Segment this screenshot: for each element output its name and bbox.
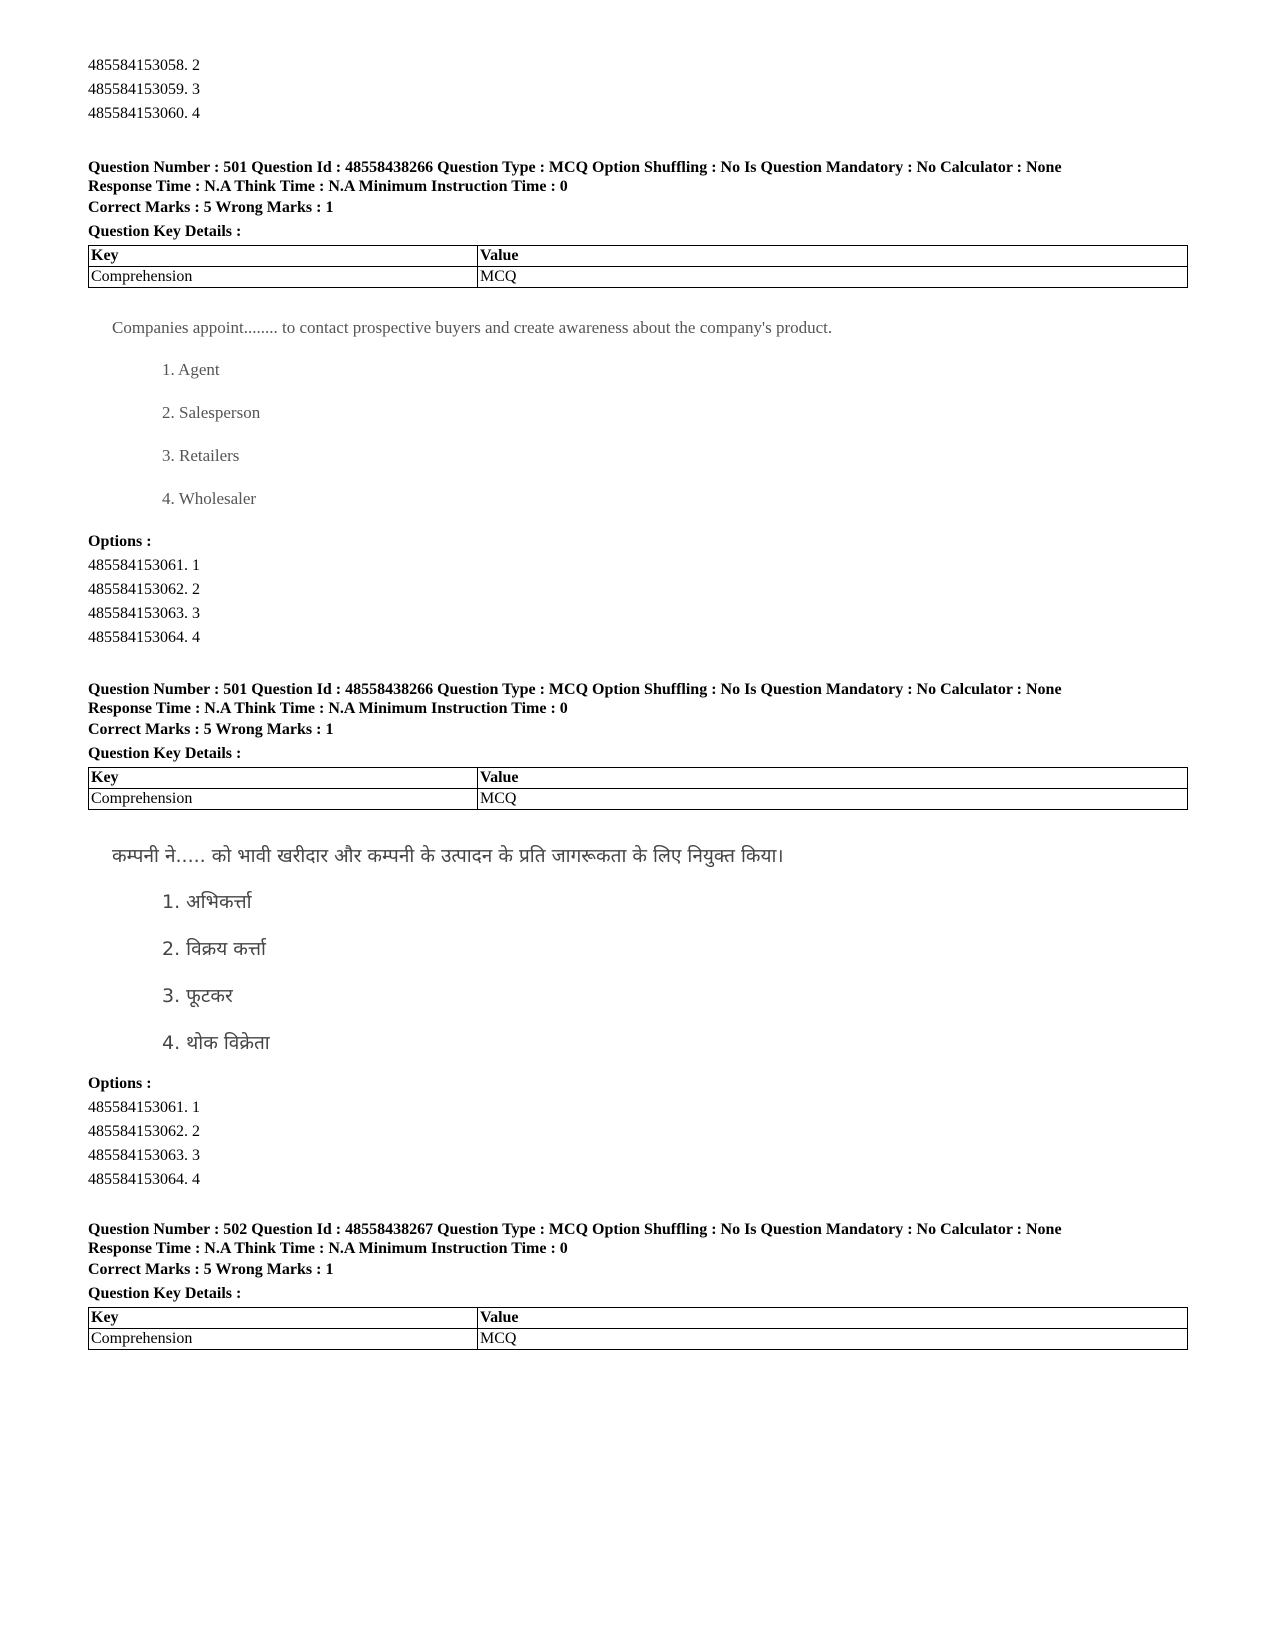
- choice-1: 1. अभिकर्त्ता: [162, 891, 252, 913]
- choice-3: 3. फूटकर: [162, 985, 233, 1007]
- option-line: 485584153064. 4: [88, 1171, 200, 1188]
- marks-line: Correct Marks : 5 Wrong Marks : 1: [88, 721, 334, 738]
- key-details-label: Question Key Details :: [88, 223, 242, 240]
- value-cell: MCQ: [478, 789, 1188, 810]
- question-image-en: [112, 318, 1012, 528]
- key-details-table: [88, 245, 1188, 288]
- choice-2: 2. Salesperson: [162, 403, 261, 422]
- key-cell: Comprehension: [89, 789, 478, 810]
- key-cell: Comprehension: [89, 267, 478, 288]
- question-image-hi: [112, 842, 1012, 1082]
- key-header-cell: Key: [89, 1308, 478, 1329]
- key-details-label: Question Key Details :: [88, 745, 242, 762]
- value-header-cell: Value: [478, 1308, 1188, 1329]
- question-header-line2: Response Time : N.A Think Time : N.A Minimum Instruction Time : 0: [88, 700, 568, 717]
- choice-4: 4. थोक विक्रेता: [162, 1032, 270, 1054]
- option-line: 485584153060. 4: [88, 105, 200, 122]
- option-line: 485584153063. 3: [88, 605, 200, 622]
- option-line: 485584153059. 3: [88, 81, 200, 98]
- value-header-cell: Value: [478, 246, 1188, 267]
- marks-line: Correct Marks : 5 Wrong Marks : 1: [88, 1261, 334, 1278]
- question-header-line2: Response Time : N.A Think Time : N.A Minimum Instruction Time : 0: [88, 1240, 568, 1257]
- choice-3: 3. Retailers: [162, 446, 240, 465]
- question-block-501-en: [88, 158, 1188, 288]
- question-header-line1: Question Number : 502 Question Id : 48558438267 Question Type : MCQ Option Shuffling : No Is Question Mandatory : No Calculator : None: [88, 1221, 1062, 1238]
- marks-line: Correct Marks : 5 Wrong Marks : 1: [88, 199, 334, 216]
- value-cell: MCQ: [478, 1329, 1188, 1350]
- option-line: 485584153061. 1: [88, 1099, 200, 1116]
- table-header-row: [89, 768, 1188, 789]
- options-label: Options :: [88, 1075, 152, 1092]
- key-details-table: [88, 767, 1188, 810]
- question-header-line1: Question Number : 501 Question Id : 48558438266 Question Type : MCQ Option Shuffling : No Is Question Mandatory : No Calculator : None: [88, 159, 1062, 176]
- option-line: 485584153058. 2: [88, 57, 200, 74]
- option-line: 485584153064. 4: [88, 629, 200, 646]
- question-stem: Companies appoint........ to contact prospective buyers and create awareness about the company's product.: [112, 318, 833, 337]
- table-row: [89, 267, 1188, 288]
- option-line: 485584153061. 1: [88, 557, 200, 574]
- key-details-table: [88, 1307, 1188, 1350]
- key-header-cell: Key: [89, 246, 478, 267]
- option-line: 485584153063. 3: [88, 1147, 200, 1164]
- previous-options-list: [88, 54, 200, 126]
- options-list-501-en: [88, 530, 200, 650]
- choice-1: 1. Agent: [162, 360, 220, 379]
- table-header-row: [89, 246, 1188, 267]
- table-row: [89, 1329, 1188, 1350]
- choice-4: 4. Wholesaler: [162, 489, 257, 508]
- options-list-501-hi: [88, 1072, 200, 1192]
- option-line: 485584153062. 2: [88, 581, 200, 598]
- question-header-line1: Question Number : 501 Question Id : 48558438266 Question Type : MCQ Option Shuffling : No Is Question Mandatory : No Calculator : None: [88, 681, 1062, 698]
- option-line: 485584153062. 2: [88, 1123, 200, 1140]
- key-cell: Comprehension: [89, 1329, 478, 1350]
- options-label: Options :: [88, 533, 152, 550]
- table-header-row: [89, 1308, 1188, 1329]
- question-block-502: [88, 1220, 1188, 1350]
- question-block-501-hi: [88, 680, 1188, 810]
- table-row: [89, 789, 1188, 810]
- question-stem: कम्पनी ने..... को भावी खरीदार और कम्पनी के उत्पादन के प्रति जागरूकता के लिए नियुक्त किया।: [112, 845, 784, 867]
- value-header-cell: Value: [478, 768, 1188, 789]
- value-cell: MCQ: [478, 267, 1188, 288]
- question-header-line2: Response Time : N.A Think Time : N.A Minimum Instruction Time : 0: [88, 178, 568, 195]
- key-details-label: Question Key Details :: [88, 1285, 242, 1302]
- choice-2: 2. विक्रय कर्त्ता: [162, 938, 266, 960]
- key-header-cell: Key: [89, 768, 478, 789]
